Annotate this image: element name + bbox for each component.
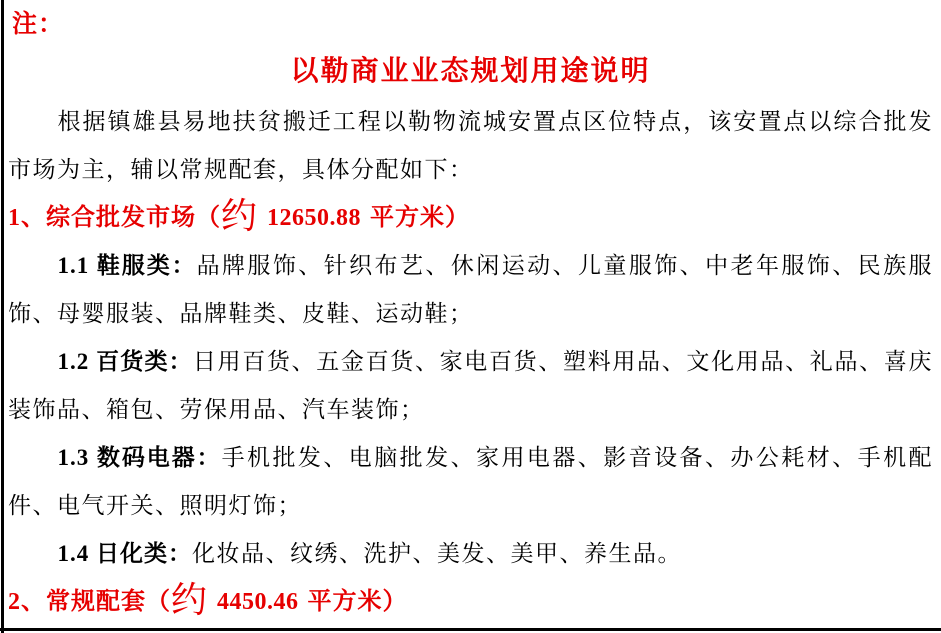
section-1-heading <box>8 194 933 242</box>
category-1-2-label: 1.2 百货类： <box>57 349 193 374</box>
category-item-1-1 <box>8 242 933 338</box>
section-1-heading-suffix: 平方米） <box>370 205 471 231</box>
section-1-heading-prefix: 1、综合批发市场（ <box>8 205 221 231</box>
page-title: 以勒商业业态规划用途说明 <box>290 56 651 87</box>
approx-character: 约 <box>171 580 209 621</box>
section-2-heading-suffix: 平方米） <box>307 589 408 615</box>
category-item-1-4 <box>8 530 933 578</box>
category-item-1-3 <box>8 434 933 530</box>
bottom-border-line <box>0 628 941 631</box>
category-1-2-content: 日用百货、五金百货、家电百货、塑料用品、文化用品、礼品、喜庆装饰品、箱包、劳保用品、汽车装饰； <box>8 349 934 422</box>
category-1-1-content: 品牌服饰、针织布艺、休闲运动、儿童服饰、中老年服饰、民族服饰、母婴服装、品牌鞋类、皮鞋、运动鞋； <box>8 253 934 326</box>
category-1-1-label: 1.1 鞋服类： <box>57 253 197 278</box>
intro-paragraph: 根据镇雄县易地扶贫搬迁工程以勒物流城安置点区位特点，该安置点以综合批发市场为主，辅以常规配套，具体分配如下： <box>8 109 933 182</box>
category-1-4-content: 化妆品、纹绣、洗护、美发、美甲、养生品。 <box>191 541 682 566</box>
section-1-area-value: 12650.88 <box>267 205 362 231</box>
category-1-3-content: 手机批发、电脑批发、家用电器、影音设备、办公耗材、手机配件、电气开关、照明灯饰； <box>8 445 934 518</box>
section-2-heading-prefix: 2、常规配套（ <box>8 589 171 615</box>
category-item-1-2 <box>8 338 933 434</box>
section-2-area-value: 4450.46 <box>217 589 299 615</box>
category-1-4-label: 1.4 日化类： <box>57 541 192 566</box>
note-label: 注： <box>12 11 65 38</box>
approx-character: 约 <box>221 196 259 237</box>
left-border-line <box>1 0 4 633</box>
section-2-heading <box>8 578 933 626</box>
category-1-3-label: 1.3 数码电器： <box>57 445 222 470</box>
